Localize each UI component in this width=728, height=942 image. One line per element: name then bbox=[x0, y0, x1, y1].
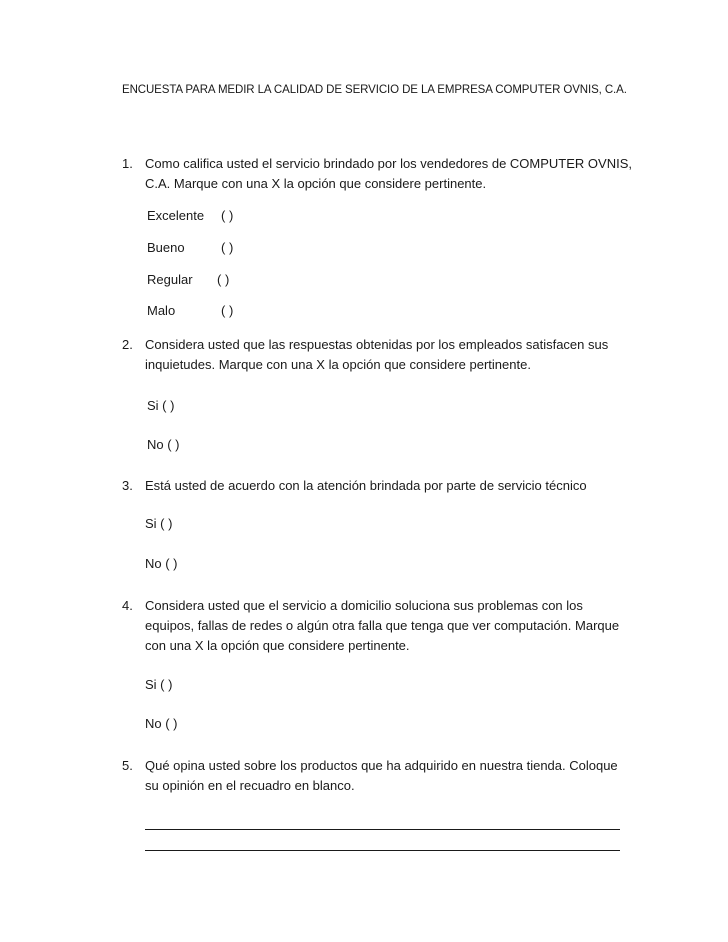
question-number: 4. bbox=[122, 598, 133, 613]
answer-line[interactable] bbox=[145, 850, 620, 851]
question-line: Considera usted que las respuestas obtenidas por los empleados satisfacen sus bbox=[145, 337, 609, 352]
question-line: Considera usted que el servicio a domicilio soluciona sus problemas con los bbox=[145, 598, 583, 613]
option-no[interactable] bbox=[147, 437, 180, 452]
option-checkbox[interactable]: ( ) bbox=[221, 208, 234, 223]
option-label: No ( ) bbox=[147, 437, 180, 452]
question-line: C.A. Marque con una X la opción que considere pertinente. bbox=[145, 176, 487, 191]
option-label: Si ( ) bbox=[145, 677, 173, 692]
answer-line[interactable] bbox=[145, 829, 620, 830]
question-number: 2. bbox=[122, 337, 133, 352]
option-bueno[interactable] bbox=[147, 240, 234, 255]
question-line: equipos, fallas de redes o algún otra falla que tenga que ver computación. Marque bbox=[145, 618, 620, 633]
question-text bbox=[145, 476, 635, 496]
option-label: Si ( ) bbox=[147, 398, 175, 413]
question-line: Qué opina usted sobre los productos que ha adquirido en nuestra tienda. Coloque bbox=[145, 758, 618, 773]
option-checkbox[interactable]: ( ) bbox=[221, 240, 234, 255]
option-no[interactable] bbox=[145, 716, 178, 731]
question-number: 5. bbox=[122, 758, 133, 773]
question-line: Está usted de acuerdo con la atención brindada por parte de servicio técnico bbox=[145, 478, 587, 493]
option-checkbox[interactable]: ( ) bbox=[217, 272, 230, 287]
option-excelente[interactable] bbox=[147, 208, 234, 223]
question-text bbox=[145, 154, 635, 194]
option-label: Malo bbox=[147, 303, 176, 318]
option-label: Excelente bbox=[147, 208, 205, 223]
question-text bbox=[145, 596, 635, 656]
option-si[interactable] bbox=[147, 398, 174, 413]
option-label: No ( ) bbox=[145, 556, 178, 571]
option-si[interactable] bbox=[145, 516, 172, 531]
question-line: inquietudes. Marque con una X la opción que considere pertinente. bbox=[145, 357, 531, 372]
option-label: Bueno bbox=[147, 240, 185, 255]
option-label: Si ( ) bbox=[145, 516, 173, 531]
question-number: 1. bbox=[122, 156, 133, 171]
option-label: No ( ) bbox=[145, 716, 178, 731]
option-no[interactable] bbox=[145, 556, 178, 571]
option-checkbox[interactable]: ( ) bbox=[221, 303, 234, 318]
question-line: con una X la opción que considere pertinente. bbox=[145, 638, 410, 653]
option-regular[interactable] bbox=[147, 272, 230, 287]
option-si[interactable] bbox=[145, 677, 172, 692]
question-line: Como califica usted el servicio brindado por los vendedores de COMPUTER OVNIS, bbox=[145, 156, 632, 171]
survey-title: ENCUESTA PARA MEDIR LA CALIDAD DE SERVICIO DE LA EMPRESA COMPUTER OVNIS, C.A. bbox=[122, 84, 627, 96]
option-malo[interactable] bbox=[147, 303, 234, 318]
option-label: Regular bbox=[147, 272, 193, 287]
question-text bbox=[145, 335, 635, 375]
question-number: 3. bbox=[122, 478, 133, 493]
question-line: su opinión en el recuadro en blanco. bbox=[145, 778, 355, 793]
question-text bbox=[145, 756, 635, 796]
